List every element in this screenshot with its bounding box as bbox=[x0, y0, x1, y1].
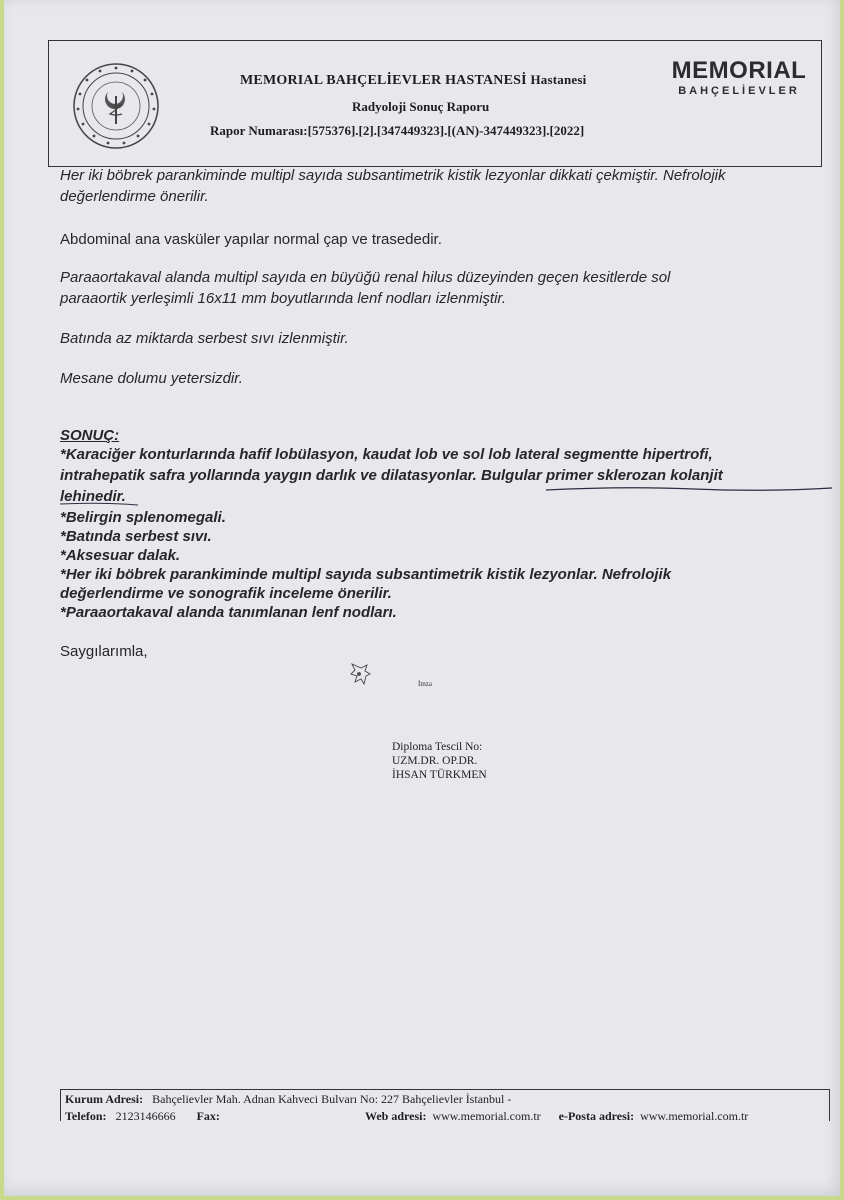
signature-label: İmza bbox=[418, 680, 432, 688]
conclusion-line: lehinedir. bbox=[60, 488, 126, 505]
finding-line: Mesane dolumu yetersizdir. bbox=[60, 370, 243, 387]
finding-line: değerlendirme önerilir. bbox=[60, 188, 209, 205]
finding-line: Batında az miktarda serbest sıvı izlenmiştir. bbox=[60, 330, 349, 347]
conclusion-line: intrahepatik safra yollarında yaygın darlık ve dilatasyonlar. Bulgular primer sklerozan kolanjit bbox=[60, 467, 723, 484]
conclusion-line: *Belirgin splenomegali. bbox=[60, 509, 226, 526]
phone-value: 2123146666 bbox=[115, 1109, 176, 1121]
hospital-suffix: Hastanesi bbox=[530, 72, 587, 87]
conclusion-label: SONUÇ: bbox=[60, 427, 120, 444]
finding-line: paraaortik yerleşimli 16x11 mm boyutlarında lenf nodları izlenmiştir. bbox=[60, 290, 507, 307]
footer-contact bbox=[60, 1089, 830, 1121]
address-label: Kurum Adresi: bbox=[65, 1092, 144, 1106]
handwritten-underline bbox=[60, 501, 140, 507]
doctor-name: İHSAN TÜRKMEN bbox=[392, 769, 487, 781]
footer-phone-row bbox=[65, 1109, 220, 1121]
footer-web-row bbox=[365, 1109, 748, 1121]
hospital-name: MEMORIAL BAHÇELİEVLER HASTANESİ bbox=[240, 73, 527, 88]
report-page bbox=[4, 0, 840, 1196]
hospital-title bbox=[240, 72, 586, 89]
conclusion-line: *Paraaortakaval alanda tanımlanan lenf nodları. bbox=[60, 604, 397, 621]
footer-address-row bbox=[65, 1092, 511, 1107]
brand-subtitle: BAHÇELİEVLER bbox=[678, 85, 800, 97]
conclusion-line: *Batında serbest sıvı. bbox=[60, 528, 212, 545]
conclusion-line: değerlendirme ve sonografik inceleme önerilir. bbox=[60, 585, 392, 602]
conclusion-line: *Her iki böbrek parankiminde multipl sayıda subsantimetrik kistik lezyonlar. Nefrolojik bbox=[60, 566, 672, 583]
address-value: Bahçelievler Mah. Adnan Kahveci Bulvarı No: 227 Bahçelievler İstanbul - bbox=[152, 1092, 512, 1106]
handwritten-underline bbox=[544, 484, 834, 498]
phone-label: Telefon: bbox=[65, 1109, 107, 1121]
brand-name: MEMORIAL bbox=[671, 57, 807, 84]
web-value: www.memorial.com.tr bbox=[432, 1109, 541, 1121]
finding-line: Paraaortakaval alanda multipl sayıda en büyüğü renal hilus düzeyinden geçen kesitlerde sol bbox=[60, 269, 671, 286]
email-label: e-Posta adresi: bbox=[558, 1109, 635, 1121]
finding-line: Abdominal ana vasküler yapılar normal çap ve trasededir. bbox=[60, 231, 442, 248]
report-number: Rapor Numarası:[575376].[2].[347449323].[(AN)-347449323].[2022] bbox=[210, 123, 585, 138]
diploma-label: Diploma Tescil No: bbox=[392, 741, 483, 753]
report-type: Radyoloji Sonuç Raporu bbox=[352, 99, 490, 114]
memorial-logo bbox=[664, 58, 814, 98]
web-label: Web adresi: bbox=[365, 1109, 427, 1121]
conclusion-line: *Aksesuar dalak. bbox=[60, 547, 181, 564]
doctor-title: UZM.DR. OP.DR. bbox=[392, 755, 478, 767]
fax-label: Fax: bbox=[196, 1109, 220, 1121]
ministry-of-health-seal-icon bbox=[72, 62, 160, 150]
closing-salutation: Saygılarımla, bbox=[60, 643, 148, 660]
finding-line: Her iki böbrek parankiminde multipl sayıda subsantimetrik kistik lezyonlar dikkati çekmiştir. Nefrolojik bbox=[60, 167, 726, 184]
doctor-info bbox=[392, 740, 487, 782]
conclusion-line: *Karaciğer konturlarında hafif lobülasyon, kaudat lob ve sol lob lateral segmentte hipertrofi, bbox=[60, 446, 713, 463]
email-value: www.memorial.com.tr bbox=[640, 1109, 749, 1121]
signature-mark-icon bbox=[344, 660, 374, 688]
